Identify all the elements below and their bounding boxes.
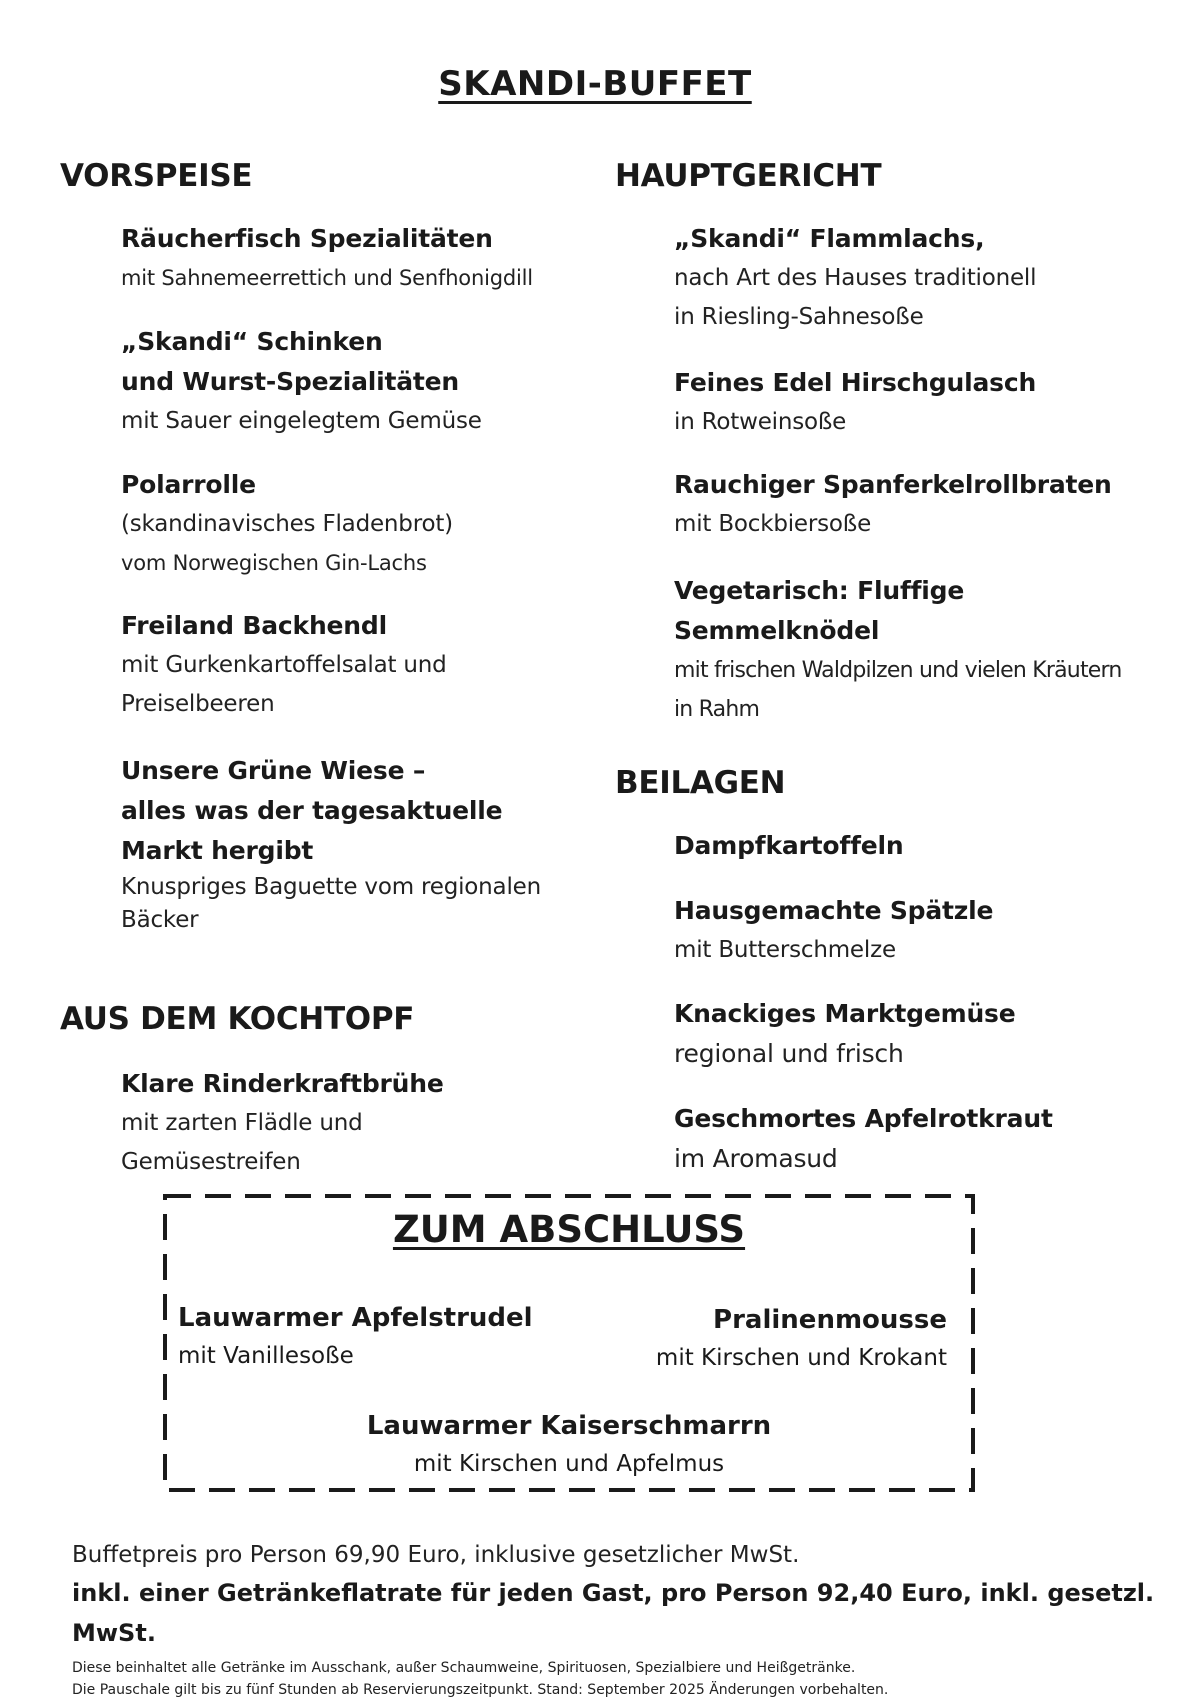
item-desc: im Aromasud [674, 1144, 838, 1173]
item-desc: (skandinavisches Fladenbrot) [121, 511, 453, 537]
fine-print: Diese beinhaltet alle Getränke im Ausschank, außer Schaumweine, Spirituosen, Spezialbiere und Heißgetränke. [72, 1660, 856, 1676]
item-name: Knackiges Marktgemüse [674, 999, 1016, 1028]
footer [72, 1537, 1190, 1701]
item-name: Polarrolle [121, 470, 256, 499]
item-desc: mit Sahnemeerrettich und Senfhonigdill [121, 266, 533, 290]
heading-hauptgericht: HAUPTGERICHT [615, 158, 882, 194]
dessert-desc: mit Kirschen und Krokant [655, 1345, 947, 1371]
item-name: Räucherfisch Spezialitäten [121, 224, 493, 253]
menu-item [121, 322, 482, 441]
item-desc: vom Norwegischen Gin-Lachs [121, 551, 427, 575]
item-name-line2: alles was der tagesaktuelle [121, 796, 503, 825]
dessert-name: Lauwarmer Kaiserschmarrn [366, 1411, 772, 1441]
page-title: SKANDI-BUFFET [438, 64, 752, 104]
item-name: „Skandi“ Flammlachs, [674, 224, 985, 253]
item-name: Unsere Grüne Wiese – [121, 756, 426, 785]
item-desc: in Rahm [674, 697, 760, 722]
dessert-item [163, 1406, 975, 1482]
item-desc: Knuspriges Baguette vom regionalen [121, 874, 541, 900]
menu-item [674, 1099, 1053, 1178]
item-name: Klare Rinderkraftbrühe [121, 1069, 444, 1098]
heading-vorspeise: VORSPEISE [60, 158, 253, 194]
dessert-item [178, 1298, 533, 1374]
menu-item [674, 465, 1112, 544]
dessert-desc: mit Vanillesoße [178, 1343, 354, 1369]
item-desc: in Riesling-Sahnesoße [674, 304, 924, 330]
item-desc: in Rotweinsoße [674, 409, 847, 435]
menu-item [121, 1064, 444, 1182]
menu-item [674, 891, 993, 970]
menu-item [121, 751, 541, 937]
item-name-line2: Semmelknödel [674, 616, 880, 645]
item-desc: mit Sauer eingelegtem Gemüse [121, 408, 482, 434]
item-name: Feines Edel Hirschgulasch [674, 368, 1037, 397]
fine-print: Die Pauschale gilt bis zu fünf Stunden ab Reservierungszeitpunkt. Stand: September 2025 Änderungen vorbehalten. [72, 1682, 889, 1698]
menu-item [674, 994, 1015, 1073]
heading-kochtopf: AUS DEM KOCHTOPF [60, 1001, 415, 1037]
item-desc: Preiselbeeren [121, 691, 275, 717]
menu-item [121, 219, 533, 298]
item-name-line3: Markt hergibt [121, 836, 314, 865]
item-desc: regional und frisch [674, 1039, 904, 1068]
item-name: Rauchiger Spanferkelrollbraten [674, 470, 1112, 499]
dessert-item [656, 1300, 947, 1376]
menu-item [121, 465, 453, 583]
item-desc: Bäcker [121, 907, 199, 933]
heading-beilagen: BEILAGEN [615, 765, 786, 801]
item-desc: mit Gurkenkartoffelsalat und [121, 652, 447, 678]
drinks-flatrate: inkl. einer Getränkeflatrate für jeden Gast, pro Person 92,40 Euro, inkl. gesetzl. MwSt. [72, 1579, 1155, 1647]
item-desc: mit Butterschmelze [674, 937, 896, 963]
item-desc: Gemüsestreifen [121, 1149, 301, 1175]
buffet-price: Buffetpreis pro Person 69,90 Euro, inklusive gesetzlicher MwSt. [72, 1542, 800, 1568]
dessert-name: Lauwarmer Apfelstrudel [178, 1303, 533, 1333]
menu-item [674, 363, 1036, 442]
dessert-name: Pralinenmousse [713, 1305, 947, 1335]
menu-item [674, 826, 903, 866]
menu-item [674, 571, 1122, 729]
item-name: Hausgemachte Spätzle [674, 896, 994, 925]
item-desc: nach Art des Hauses traditionell [674, 265, 1037, 291]
item-name: Dampfkartoffeln [674, 831, 904, 860]
item-name: Freiland Backhendl [121, 611, 387, 640]
item-name: „Skandi“ Schinken [121, 327, 383, 356]
item-desc: mit Bockbiersoße [674, 511, 872, 537]
item-desc: mit zarten Flädle und [121, 1110, 363, 1136]
heading-abschluss: ZUM ABSCHLUSS [392, 1208, 746, 1251]
menu-item [674, 219, 1036, 337]
item-name: Vegetarisch: Fluffige [674, 576, 965, 605]
item-desc: mit frischen Waldpilzen und vielen Kräutern [674, 658, 1122, 683]
item-name: Geschmortes Apfelrotkraut [674, 1104, 1053, 1133]
dessert-desc: mit Kirschen und Apfelmus [413, 1451, 725, 1477]
item-name-line2: und Wurst-Spezialitäten [121, 367, 460, 396]
menu-item [121, 606, 447, 724]
